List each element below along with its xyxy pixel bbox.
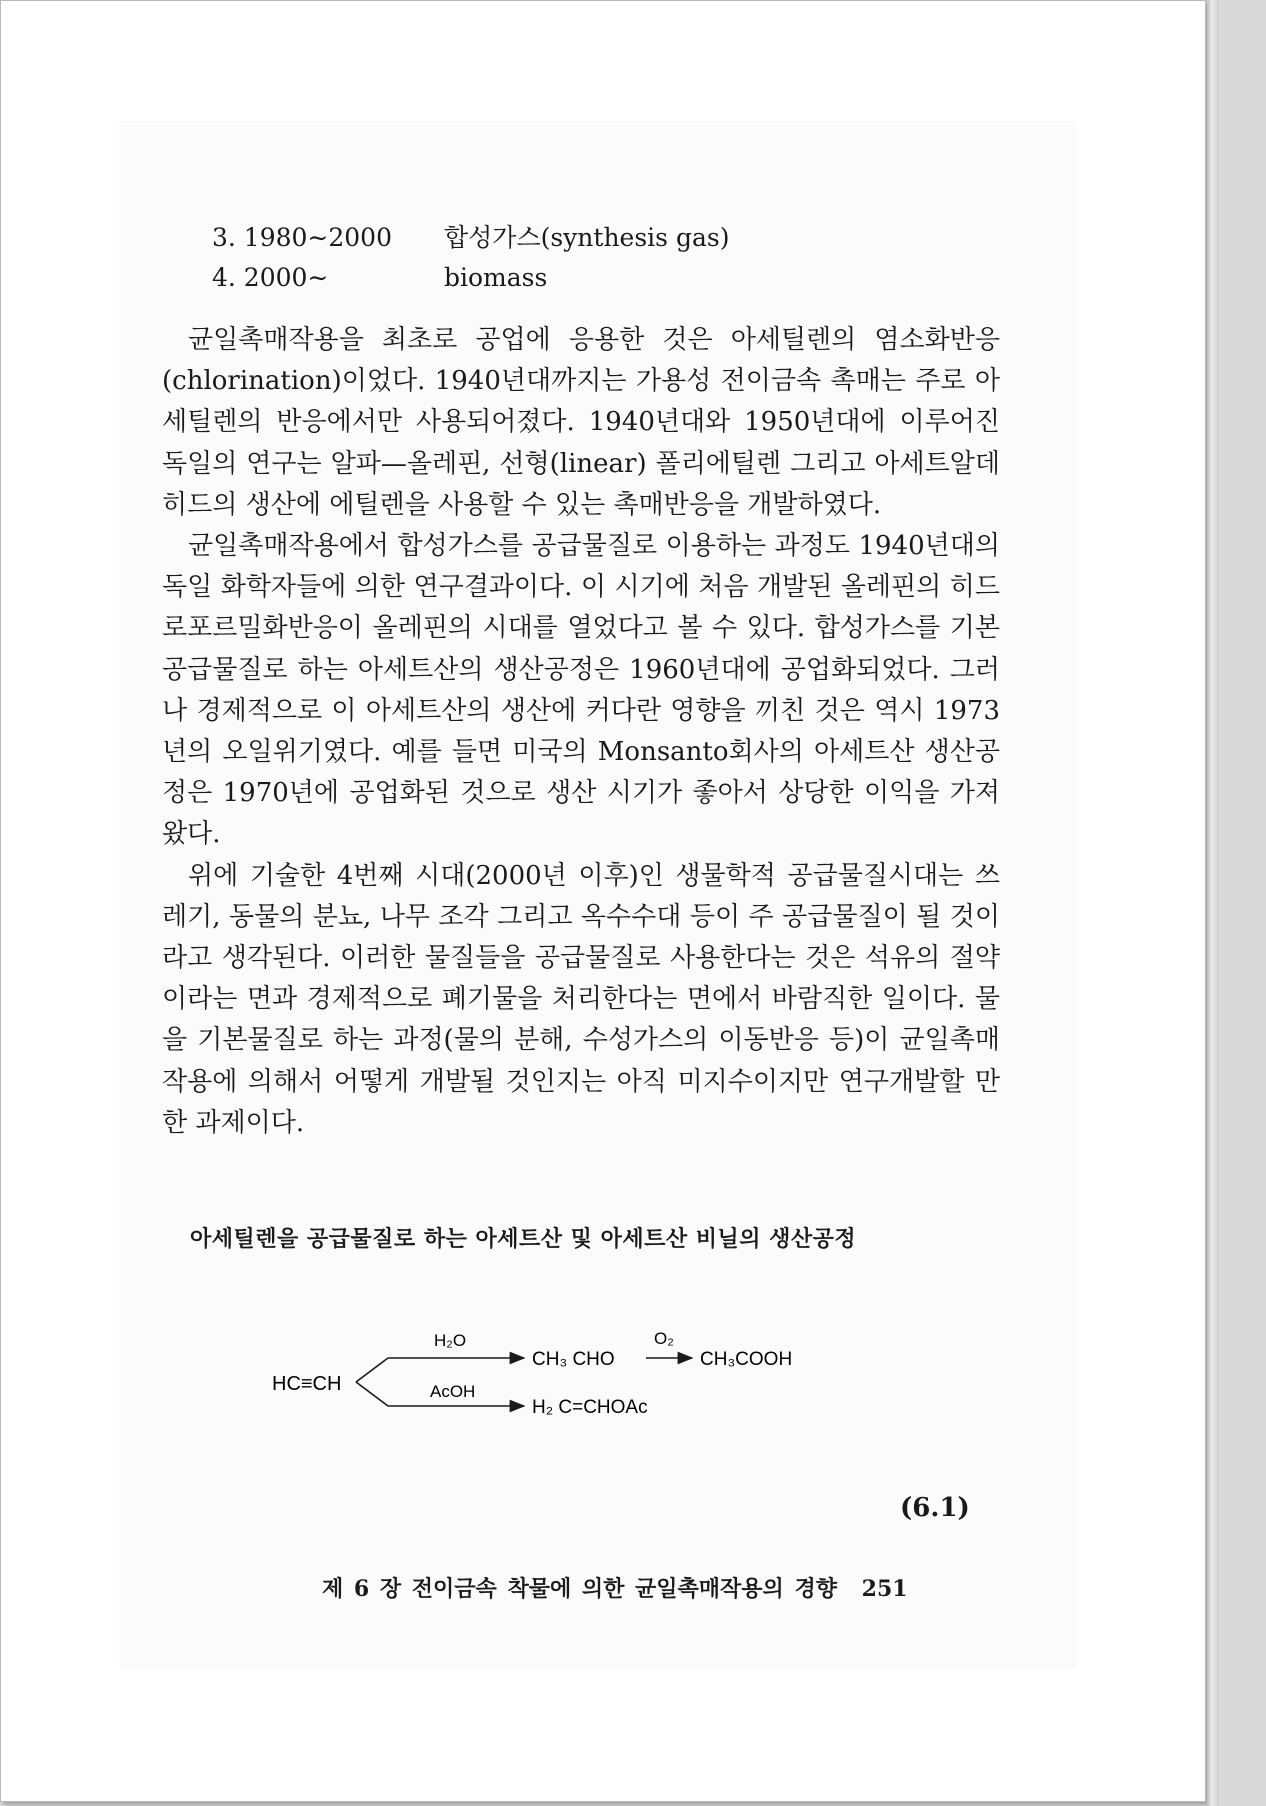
list-item-feedstock: biomass	[444, 263, 548, 292]
page-number: 251	[861, 1576, 908, 1602]
list-item	[212, 258, 729, 298]
lower-reagent-label: AcOH	[430, 1382, 476, 1401]
chapter-title: 제 6 장 전이금속 착물에 의한 균일촉매작용의 경향	[322, 1576, 837, 1602]
list-item-period: 4. 2000∼	[212, 263, 329, 292]
page-footer	[322, 1572, 1022, 1603]
upper-product-label: CH₃ CHO	[532, 1349, 615, 1370]
list-item-feedstock: 합성가스(synthesis gas)	[444, 223, 730, 252]
branch-line-upper	[356, 1358, 388, 1382]
lower-product-label: H₂ C=CHOAc	[532, 1397, 648, 1418]
figure-caption: 아세틸렌을 공급물질로 하는 아세트산 및 아세트산 비닐의 생산공정	[190, 1227, 857, 1252]
paragraph: 균일촉매작용을 최초로 공업에 응용한 것은 아세틸렌의 염소화반응(chlorination)이었다. 1940년대까지는 가용성 전이금속 촉매는 주로 아세틸렌의 반응에서만 사용되어졌다. 1940년대와 1950년대에 이루어진 독일의 연구는 알파—올레핀, 선형(linear) 폴리에틸렌 그리고 아세트알데히드의 생산에 에틸렌을 사용할 수 있는 촉매반응을 개발하였다.	[162, 325, 1000, 520]
branch-line-lower	[356, 1382, 388, 1406]
body-text	[162, 320, 1000, 1144]
final-product-label: CH₃COOH	[700, 1349, 793, 1370]
paragraph: 균일촉매작용에서 합성가스를 공급물질로 이용하는 과정도 1940년대의 독일 화학자들에 의한 연구결과이다. 이 시기에 처음 개발된 올레핀의 히드로포르밀화반응이 올레핀의 시대를 열었다고 볼 수 있다. 합성가스를 기본 공급물질로 하는 아세트산의 생산공정은 1960년대에 공업화되었다. 그러나 경제적으로 이 아세트산의 생산에 커다란 영향을 끼친 것은 역시 1973년의 오일위기였다. 예를 들면 미국의 Monsanto회사의 아세트산 생산공정은 1970년에 공업화된 것으로 생산 시기가 좋아서 상당한 이익을 가져왔다.	[162, 531, 1000, 850]
paragraph: 위에 기술한 4번째 시대(2000년 이후)인 생물학적 공급물질시대는 쓰레기, 동물의 분뇨, 나무 조각 그리고 옥수수대 등이 주 공급물질이 될 것이라고 생각된다. 이러한 물질들을 공급물질로 사용한다는 것은 석유의 절약이라는 면과 경제적으로 폐기물을 처리한다는 면에서 바람직한 일이다. 물을 기본물질로 하는 과정(물의 분해, 수성가스의 이동반응 등)이 균일촉매작용에 의해서 어떻게 개발될 것인지는 아직 미지수이지만 연구개발할 만한 과제이다.	[162, 860, 1000, 1138]
reaction-scheme	[266, 1320, 826, 1430]
page-edge-shadow	[1207, 0, 1219, 1806]
reactant-label: HC≡CH	[272, 1373, 342, 1395]
upper-reagent-label: H₂O	[434, 1331, 467, 1350]
second-reagent-label: O₂	[654, 1329, 674, 1348]
equation-number: (6.1)	[900, 1493, 970, 1523]
list-item	[212, 218, 729, 258]
list-item-period: 3. 1980∼2000	[212, 223, 392, 252]
era-list	[212, 218, 729, 298]
